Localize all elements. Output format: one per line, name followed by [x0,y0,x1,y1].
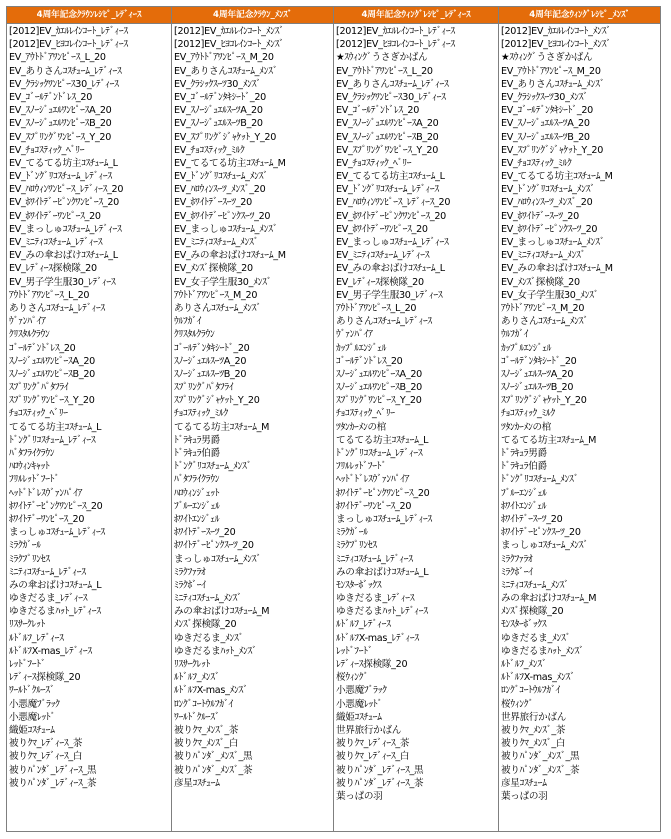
list-item: [2012]EV_ｶｴﾙﾚｲﾝｺｰﾄ_ﾚﾃﾞｨｰｽ [9,26,128,37]
list-item: ﾄﾞﾗｷｭﾗ男爵 [174,434,220,446]
list-item: EV_ﾎﾜｲﾄﾃﾞｰｽｰﾂ_20 [174,197,252,209]
list-item: ﾂﾀﾝｶｰﾒﾝの棺 [336,421,387,433]
list-item: ﾎﾜｲﾄﾃﾞｰｽｰﾂ_20 [174,527,236,539]
list-item: ﾄﾞﾗｷｭﾗ伯爵 [174,448,220,459]
list-item: ｱｳﾄﾄﾞｱﾜﾝﾋﾟｰｽ_M_20 [501,302,585,314]
list-item: ｶｯﾌﾟﾙｴﾝｼﾞｪﾙ [336,342,387,354]
list-item: EV_ﾄﾞﾝｸﾞﾘｺｽﾁｭｰﾑ_ﾒﾝｽﾞ [174,171,268,183]
list-item: ﾐﾗｸﾌｧﾗｵ [501,553,533,565]
list-item: ★ｽｳｨﾝｸﾞうさぎかばん [336,52,428,64]
list-item: EV_ﾒﾝｽﾞ探検隊_20 [501,276,580,288]
list-item: ﾌﾞﾙｰｴﾝｼﾞｪﾙ [501,487,547,499]
list-item: EV_まっしゅｺｽﾁｭｰﾑ_ﾒﾝｽﾞ [501,237,605,248]
list-item: [2012]EV_ｶｴﾙﾚｲﾝｺｰﾄ_ﾚﾃﾞｨｰｽ [336,26,455,37]
list-item: EV_ｸﾗｼｯｸﾜﾝﾋﾟｰｽ30_ﾚﾃﾞｨｰｽ [336,91,446,103]
list-item: ﾄﾞﾗｷｭﾗ男爵 [501,448,547,459]
list-item: ﾁｮｺｽﾃｨｯｸ_ﾐﾙｸ [174,408,228,420]
list-item: まっしゅｺｽﾁｭｰﾑ_ﾒﾝｽﾞ [501,540,588,552]
list-item: 小悪魔ﾚｯﾄﾞ [336,698,383,710]
list-item: [2012]EV_ｶｴﾙﾚｲﾝｺｰﾄ_ﾒﾝｽﾞ [501,26,611,37]
list-item: ﾐﾆﾃｨｺｽﾁｭｰﾑ_ﾒﾝｽﾞ [501,579,569,591]
list-item: ｽﾌﾟﾘﾝｸﾞｼﾞｬｹｯﾄ_Y_20 [174,395,260,407]
list-item: ﾚｯﾄﾞﾌｰﾄﾞ [336,645,373,657]
list-item: ｶｯﾌﾟﾙｴﾝｼﾞｪﾙ [501,342,552,354]
list-item: ｽﾉｰｼﾞｭｴﾙｽｰﾂB_20 [501,382,574,394]
list-item: EV_ﾐﾆﾃｨｺｽﾁｭｰﾑ_ﾚﾃﾞｨｰｽ [336,250,430,262]
list-item: ｱｳﾄﾄﾞｱﾜﾝﾋﾟｰｽ_L_20 [336,302,417,314]
list-item: ﾌﾘﾙﾚｯﾄﾞﾌｰﾄﾞ [336,461,387,473]
list-item: 世界旅行かばん [336,724,402,736]
list-item: ﾊﾛｳｨﾝｼﾞｪｯﾄ [174,487,220,499]
list-item: EV_ｽﾉｰｼﾞｭｴﾙﾜﾝﾋﾟｰｽB_20 [336,131,439,143]
item-list-wing-mens [499,24,661,832]
list-item: EV_男子学生服30_ﾚﾃﾞｨｰｽ [336,289,443,301]
list-item: ｳﾙﾌｶﾞｲ [501,329,529,341]
list-item: みの傘おばけｺｽﾁｭｰﾑ_L [336,566,429,578]
list-item: 彦星ｺｽﾁｭｰﾑ [174,777,220,789]
list-item: てるてる坊主ｺｽﾁｭｰﾑ_L [9,421,102,433]
list-item: ﾁｮｺｽﾃｨｯｸ_ﾐﾙｸ [501,408,555,420]
list-item: てるてる坊主ｺｽﾁｭｰﾑ_L [336,434,429,446]
list-item: 被りﾊﾟﾝﾀﾞ_ﾒﾝｽﾞ_黒 [174,751,253,763]
list-item: ﾜｰﾙﾄﾞｸﾙｰｽﾞ [174,711,220,723]
list-item: ｽﾉｰｼﾞｭｴﾙﾜﾝﾋﾟｰｽA_20 [9,355,95,367]
list-item: EV_ﾎﾜｲﾄﾃﾞｰﾋﾟﾝｸﾜﾝﾋﾟｰｽ_20 [336,210,446,222]
list-item: [2012]EV_ﾋﾖｺﾚｲﾝｺｰﾄ_ﾒﾝｽﾞ [501,39,611,51]
list-item: ﾊﾛｳｨﾝｷｬｯﾄ [9,461,50,473]
list-item: EV_ﾚﾃﾞｨｰｽ探検隊_20 [336,276,424,288]
list-item: ﾍｯﾄﾞﾄﾞﾚｽｳﾞｧﾝﾊﾟｲｱ [9,487,83,499]
list-item: みの傘おばけｺｽﾁｭｰﾑ_M [174,606,270,618]
list-item: EV_ｱｳﾄﾄﾞｱﾜﾝﾋﾟｰｽ_M_20 [501,65,601,77]
list-item: EV_ありさんｺｽﾁｭｰﾑ_ﾚﾃﾞｨｰｽ [336,78,449,90]
list-item: EV_ｽﾌﾟﾘﾝｸﾞﾜﾝﾋﾟｰｽ_Y_20 [9,131,112,143]
list-item: ﾙﾄﾞﾙﾌ_ﾚﾃﾞｨｰｽ [9,632,64,644]
list-item: ｽﾉｰｼﾞｭｴﾙﾜﾝﾋﾟｰｽB_20 [9,368,95,380]
list-item: 被りｸﾏ_ﾒﾝｽﾞ_白 [174,738,239,750]
list-item: ｽﾉｰｼﾞｭｴﾙｽｰﾂA_20 [501,368,574,380]
list-item: 被りｸﾏ_ﾚﾃﾞｨｰｽ_茶 [9,738,83,750]
list-item: ゆきだるま_ﾒﾝｽﾞ [174,632,244,644]
list-item: 小悪魔ﾚｯﾄﾞ [9,711,56,723]
list-item: EV_ｽﾉｰｼﾞｭｴﾙｽｰﾂA_20 [501,118,590,130]
list-item: ﾄﾞﾝｸﾞﾘｺｽﾁｭｰﾑ_ﾚﾃﾞｨｰｽ [336,448,423,459]
list-item: EV_ｱｳﾄﾄﾞｱﾜﾝﾋﾟｰｽ_L_20 [336,65,433,77]
list-item: EV_まっしゅｺｽﾁｭｰﾑ_ﾚﾃﾞｨｰｽ [9,223,122,235]
list-item: EV_ﾐﾆﾃｨｺｽﾁｭｰﾑ_ﾚﾃﾞｨｰｽ [9,237,103,248]
item-list-crown-ladies [7,24,172,832]
list-item: ﾛﾝｸﾞｺｰﾄｳﾙﾌｶﾞｲ [174,698,234,710]
list-item: ｸﾘｽﾀﾙｸﾗｳﾝ [174,329,215,341]
list-item: EV_まっしゅｺｽﾁｭｰﾑ_ﾒﾝｽﾞ [174,223,278,235]
list-item: ｳﾞｧﾝﾊﾟｲｱ [336,329,373,341]
list-item: EV_てるてる坊主ｺｽﾁｭｰﾑ_M [501,171,613,183]
list-item: 小悪魔ﾌﾞﾗｯｸ [336,685,387,697]
list-item: ﾊﾞﾀﾌﾗｲｸﾗｳﾝ [9,448,55,459]
column-header-wing-ladies: 4周年記念ｳｨﾝｸﾞﾚｼﾋﾟ_ﾚﾃﾞｨｰｽ [334,7,499,24]
list-item: EV_ﾁｮｺｽﾃｨｯｸ_ﾍﾞﾘｰ [9,144,85,156]
list-item: みの傘おばけｺｽﾁｭｰﾑ_M [501,593,597,605]
list-item: EV_ｽﾉｰｼﾞｭｴﾙｽｰﾂA_20 [174,105,263,117]
list-item: ﾎﾜｲﾄﾃﾞｰﾜﾝﾋﾟｰｽ_20 [336,500,412,512]
list-item: ﾎﾜｲﾄﾃﾞｰﾋﾟﾝｸｽｰﾂ_20 [174,540,254,552]
list-item: 被りﾊﾟﾝﾀﾞ_ﾚﾃﾞｨｰｽ_黒 [336,764,424,776]
list-item: まっしゅｺｽﾁｭｰﾑ_ﾚﾃﾞｨｰｽ [336,513,432,525]
list-item: EV_ﾄﾞﾝｸﾞﾘｺｽﾁｭｰﾑ_ﾒﾝｽﾞ [501,184,595,196]
list-item: ゆきだるま_ﾒﾝｽﾞ [501,632,571,644]
list-item: EV_ｽﾉｰｼﾞｭｴﾙﾜﾝﾋﾟｰｽB_20 [9,118,112,130]
list-item: ゆきだるまﾊｯﾄ_ﾚﾃﾞｨｰｽ [9,606,101,618]
list-item: EV_ｱｳﾄﾄﾞｱﾜﾝﾋﾟｰｽ_M_20 [174,52,274,64]
list-item: EV_ﾊﾛｳｨﾝｽｰﾂ_ﾒﾝｽﾞ_20 [174,184,266,196]
list-item: ﾎﾜｲﾄﾃﾞｰﾋﾟﾝｸｽｰﾂ_20 [501,527,581,539]
list-item: ﾎﾜｲﾄﾃﾞｰｽｰﾂ_20 [501,513,563,525]
list-item: 被りｸﾏ_ﾚﾃﾞｨｰｽ_茶 [336,738,410,750]
list-item: EV_ｽﾌﾟﾘﾝｸﾞｼﾞｬｹｯﾄ_Y_20 [174,131,277,143]
list-item: ﾌﾞﾙｰｴﾝｼﾞｪﾙ [174,500,220,512]
list-item: [2012]EV_ﾋﾖｺﾚｲﾝｺｰﾄ_ﾚﾃﾞｨｰｽ [336,39,455,51]
list-item: 世界旅行かばん [501,711,567,723]
list-item: 被りﾊﾟﾝﾀﾞ_ﾒﾝｽﾞ_茶 [174,764,253,776]
list-item: EV_女子学生服30_ﾒﾝｽﾞ [174,276,272,288]
list-item: まっしゅｺｽﾁｭｰﾑ_ﾚﾃﾞｨｰｽ [9,527,105,539]
list-item: ｺﾞｰﾙﾃﾞﾝﾄﾞﾚｽ_20 [9,342,76,354]
list-item: 被りﾊﾟﾝﾀﾞ_ﾒﾝｽﾞ_茶 [501,764,580,776]
list-item: ★ｽｳｨﾝｸﾞうさぎかばん [501,52,593,64]
list-item: ﾄﾞﾝｸﾞﾘｺｽﾁｭｰﾑ_ﾒﾝｽﾞ [174,461,252,473]
list-item: ｽﾉｰｼﾞｭｴﾙﾜﾝﾋﾟｰｽA_20 [336,368,422,380]
list-item: ゆきだるまﾊｯﾄ_ﾒﾝｽﾞ [174,645,257,657]
list-item: EV_ﾎﾜｲﾄﾃﾞｰﾋﾟﾝｸﾜﾝﾋﾟｰｽ_20 [9,197,119,209]
list-item: 小悪魔ﾌﾞﾗｯｸ [9,698,60,710]
list-item: EV_ﾁｮｺｽﾃｨｯｸ_ﾍﾞﾘｰ [336,157,412,169]
list-item: ありさんｺｽﾁｭｰﾑ_ﾚﾃﾞｨｰｽ [9,302,105,314]
list-item: EV_ｸﾗｼｯｸｽｰﾂ30_ﾒﾝｽﾞ [501,91,588,103]
list-item: EV_まっしゅｺｽﾁｭｰﾑ_ﾚﾃﾞｨｰｽ [336,237,449,248]
item-list-wing-ladies [334,24,499,832]
list-item: 被りﾊﾟﾝﾀﾞ_ﾚﾃﾞｨｰｽ_黒 [9,764,97,776]
list-item: ﾁｮｺｽﾃｨｯｸ_ﾍﾞﾘｰ [336,408,395,420]
list-item: EV_みの傘おばけｺｽﾁｭｰﾑ_L [336,263,445,275]
list-item: ﾐﾆﾃｨｺｽﾁｭｰﾑ_ﾚﾃﾞｨｰｽ [336,553,413,565]
list-item: ﾐﾆﾃｨｺｽﾁｭｰﾑ_ﾚﾃﾞｨｰｽ [9,566,86,578]
list-item: 被りｸﾏ_ﾒﾝｽﾞ_茶 [501,724,566,736]
recipe-table [6,6,661,832]
list-item: ﾛﾝｸﾞｺｰﾄｳﾙﾌｶﾞｲ [501,685,561,697]
list-item: EV_ﾎﾜｲﾄﾃﾞｰﾜﾝﾋﾟｰｽ_20 [9,210,101,222]
list-item: ﾁｮｺｽﾃｨｯｸ_ﾍﾞﾘｰ [9,408,68,420]
list-item: ﾙﾄﾞﾙﾌX-mas_ﾚﾃﾞｨｰｽ [336,632,419,644]
list-item: EV_ｽﾌﾟﾘﾝｸﾞﾜﾝﾋﾟｰｽ_Y_20 [336,144,439,156]
list-item: 彦星ｺｽﾁｭｰﾑ [501,777,547,789]
list-item: ﾌﾘﾙﾚｯﾄﾞﾌｰﾄﾞ [9,474,60,486]
list-item: ありさんｺｽﾁｭｰﾑ_ﾒﾝｽﾞ [501,316,588,328]
item-list-crown-mens [172,24,334,832]
list-item: まっしゅｺｽﾁｭｰﾑ_ﾒﾝｽﾞ [174,553,261,565]
content-row [7,24,661,832]
list-item: EV_てるてる坊主ｺｽﾁｭｰﾑ_M [174,157,286,169]
list-item: EV_ｺﾞｰﾙﾃﾞﾝﾄﾞﾚｽ_20 [9,91,92,103]
list-item: EV_ｽﾌﾟﾘﾝｸﾞｼﾞｬｹｯﾄ_Y_20 [501,144,604,156]
list-item: EV_ﾐﾆﾃｨｺｽﾁｭｰﾑ_ﾒﾝｽﾞ [174,237,259,248]
list-item: みの傘おばけｺｽﾁｭｰﾑ_L [9,579,102,591]
list-item: ﾙﾄﾞﾙﾌ_ﾚﾃﾞｨｰｽ [336,619,391,631]
list-item: ありさんｺｽﾁｭｰﾑ_ﾚﾃﾞｨｰｽ [336,316,432,328]
list-item: EV_ｺﾞｰﾙﾃﾞﾝﾄﾞﾚｽ_20 [336,105,419,117]
list-item: ゆきだるま_ﾚﾃﾞｨｰｽ [336,593,415,605]
list-item: ﾎﾜｲﾄﾃﾞｰﾋﾟﾝｸﾜﾝﾋﾟｰｽ_20 [9,500,103,512]
list-item: ﾙﾄﾞﾙﾌX-mas_ﾒﾝｽﾞ [174,685,248,697]
list-item: EV_ｽﾉｰｼﾞｭｴﾙｽｰﾂB_20 [501,131,590,143]
list-item: 被りｸﾏ_ﾚﾃﾞｨｰｽ_白 [9,751,83,763]
list-item: ﾐﾗｸﾎﾞｰｲ [174,579,206,591]
list-item: ﾄﾞﾝｸﾞﾘｺｽﾁｭｰﾑ_ﾒﾝｽﾞ [501,474,579,486]
list-item: EV_ﾐﾆﾃｨｺｽﾁｭｰﾑ_ﾒﾝｽﾞ [501,250,586,262]
list-item: [2012]EV_ｶｴﾙﾚｲﾝｺｰﾄ_ﾒﾝｽﾞ [174,26,284,37]
list-item: EV_ﾁｮｺｽﾃｨｯｸ_ﾐﾙｸ [174,144,245,156]
list-item: EV_ｽﾉｰｼﾞｭｴﾙﾜﾝﾋﾟｰｽA_20 [336,118,439,130]
list-item: EV_ﾄﾞﾝｸﾞﾘｺｽﾁｭｰﾑ_ﾚﾃﾞｨｰｽ [336,184,439,196]
list-item: ﾐﾆﾃｨｺｽﾁｭｰﾑ_ﾒﾝｽﾞ [174,593,242,605]
list-item: ﾜｰﾙﾄﾞｸﾙｰｽﾞ [9,685,55,697]
list-item: ﾎﾜｲﾄﾃﾞｰﾜﾝﾋﾟｰｽ_20 [9,513,85,525]
list-item: ｽﾌﾟﾘﾝｸﾞｼﾞｬｹｯﾄ_Y_20 [501,395,587,407]
list-item: EV_ｸﾗｼｯｸｽｰﾂ30_ﾒﾝｽﾞ [174,78,261,90]
list-item: EV_ﾎﾜｲﾄﾃﾞｰﾋﾟﾝｸｽｰﾂ_20 [174,210,271,222]
list-item: ﾚﾃﾞｨｰｽ探検隊_20 [9,672,81,684]
list-item: 織姫ｺｽﾁｭｰﾑ [336,711,382,723]
list-item: ｽﾉｰｼﾞｭｴﾙﾜﾝﾋﾟｰｽB_20 [336,382,422,394]
column-header-crown-mens: 4周年記念ｸﾗｳﾝ_ﾒﾝｽﾞ [172,7,334,24]
list-item: 葉っぱの羽 [501,790,548,802]
list-item: ﾍｯﾄﾞﾄﾞﾚｽｳﾞｧﾝﾊﾟｲｱ [336,474,410,486]
list-item: てるてる坊主ｺｽﾁｭｰﾑ_M [501,434,597,446]
list-item: EV_ありさんｺｽﾁｭｰﾑ_ﾒﾝｽﾞ [174,65,278,77]
list-item: EV_ﾚﾃﾞｨｰｽ探検隊_20 [9,263,97,275]
list-item: EV_ﾎﾜｲﾄﾃﾞｰｽｰﾂ_20 [501,210,579,222]
list-item: ｳﾙﾌｶﾞｲ [174,316,202,328]
list-item: てるてる坊主ｺｽﾁｭｰﾑ_M [174,421,270,433]
list-item: ﾎﾜｲﾄｴﾝｼﾞｪﾙ [174,513,220,525]
list-item: ﾚｯﾄﾞﾌｰﾄﾞ [9,659,46,670]
list-item: ﾙﾄﾞﾙﾌ_ﾒﾝｽﾞ [174,672,220,684]
list-item: EV_ｱｳﾄﾄﾞｱﾜﾝﾋﾟｰｽ_L_20 [9,52,106,64]
list-item: ﾎﾜｲﾄﾃﾞｰﾋﾟﾝｸﾜﾝﾋﾟｰｽ_20 [336,487,430,499]
list-item: EV_女子学生服30_ﾒﾝｽﾞ [501,289,599,301]
list-item: ﾐﾗｸﾎﾞｰｲ [501,566,533,578]
list-item: EV_ありさんｺｽﾁｭｰﾑ_ﾒﾝｽﾞ [501,78,605,90]
list-item: 被りﾊﾟﾝﾀﾞ_ﾒﾝｽﾞ_黒 [501,751,580,763]
list-item: ｸﾘｽﾀﾙｸﾗｳﾝ [9,329,50,341]
list-item: ﾓﾝｽﾀｰﾎﾞｯｸｽ [501,619,547,631]
list-item: ﾒﾝｽﾞ探検隊_20 [174,619,237,631]
list-item: EV_ﾊﾛｳｨﾝﾜﾝﾋﾟｰｽ_ﾚﾃﾞｨｰｽ_20 [9,184,124,196]
list-item: EV_ｸﾗｼｯｸﾜﾝﾋﾟｰｽ30_ﾚﾃﾞｨｰｽ [9,78,119,90]
list-item: 被りｸﾏ_ﾚﾃﾞｨｰｽ_白 [336,751,410,763]
list-item: ゆきだるま_ﾚﾃﾞｨｰｽ [9,593,88,605]
list-item: EV_ﾊﾛｳｨﾝｽｰﾂ_ﾒﾝｽﾞ_20 [501,197,593,209]
list-item: 被りｸﾏ_ﾒﾝｽﾞ_茶 [174,724,239,736]
list-item: ｳﾞｧﾝﾊﾟｲｱ [9,316,46,328]
list-item: ｱｳﾄﾄﾞｱﾜﾝﾋﾟｰｽ_L_20 [9,289,90,301]
list-item: ﾘｽｻｰｸﾚｯﾄ [174,659,210,670]
list-item: ﾂﾀﾝｶｰﾒﾝの棺 [501,421,552,433]
list-item: EV_みの傘おばけｺｽﾁｭｰﾑ_M [174,250,286,262]
list-item: ﾐﾗｸﾌﾟﾘﾝｾｽ [336,540,377,552]
list-item: EV_ｽﾉｰｼﾞｭｴﾙｽｰﾂB_20 [174,118,263,130]
list-item: EV_男子学生服30_ﾚﾃﾞｨｰｽ [9,276,116,288]
list-item: EV_ありさんｺｽﾁｭｰﾑ_ﾚﾃﾞｨｰｽ [9,65,122,77]
list-item: EV_ｺﾞｰﾙﾃﾞﾝﾀｷｼｰﾄﾞ_20 [174,91,266,103]
column-header-wing-mens: 4周年記念ｳｨﾝｸﾞﾚｼﾋﾟ_ﾒﾝｽﾞ [499,7,661,24]
list-item: ゆきだるまﾊｯﾄ_ﾒﾝｽﾞ [501,645,584,657]
list-item: [2012]EV_ﾋﾖｺﾚｲﾝｺｰﾄ_ﾚﾃﾞｨｰｽ [9,39,128,51]
list-item: ﾐﾗｸｶﾞｰﾙ [9,540,41,552]
list-item: 葉っぱの羽 [336,790,383,802]
list-item: 桜ｳｨﾝｸﾞ [501,698,534,710]
list-item: ｺﾞｰﾙﾃﾞﾝﾀｷｼｰﾄﾞ_20 [501,355,577,367]
list-item: ｽﾉｰｼﾞｭｴﾙｽｰﾂA_20 [174,355,247,367]
list-item: ｺﾞｰﾙﾃﾞﾝﾄﾞﾚｽ_20 [336,355,403,367]
list-item: ﾙﾄﾞﾙﾌ_ﾒﾝｽﾞ [501,659,547,670]
list-item: ﾙﾄﾞﾙﾌX-mas_ﾚﾃﾞｨｰｽ [9,645,92,657]
list-item: ｽﾌﾟﾘﾝｸﾞﾜﾝﾋﾟｰｽ_Y_20 [9,395,95,407]
list-item: ﾚﾃﾞｨｰｽ探検隊_20 [336,659,408,670]
list-item: ありさんｺｽﾁｭｰﾑ_ﾒﾝｽﾞ [174,302,261,314]
list-item: ﾄﾞﾝｸﾞﾘｺｽﾁｭｰﾑ_ﾚﾃﾞｨｰｽ [9,434,96,446]
list-item: ﾓﾝｽﾀｰﾎﾞｯｸｽ [336,579,382,591]
list-item: 織姫ｺｽﾁｭｰﾑ [9,724,55,736]
list-item: ｱｳﾄﾄﾞｱﾜﾝﾋﾟｰｽ_M_20 [174,289,258,301]
list-item: ﾐﾗｸｶﾞｰﾙ [336,527,368,539]
list-item: EV_ｺﾞｰﾙﾃﾞﾝﾀｷｼｰﾄﾞ_20 [501,105,593,117]
list-item: EV_ﾎﾜｲﾄﾃﾞｰﾋﾟﾝｸｽｰﾂ_20 [501,223,598,235]
list-item: ｽﾉｰｼﾞｭｴﾙｽｰﾂB_20 [174,368,247,380]
list-item: EV_ﾄﾞﾝｸﾞﾘｺｽﾁｭｰﾑ_ﾚﾃﾞｨｰｽ [9,171,112,183]
list-item: ﾐﾗｸﾌｧﾗｵ [174,566,206,578]
list-item: ﾐﾗｸﾌﾟﾘﾝｾｽ [9,553,50,565]
list-item: ﾘｽｻｰｸﾚｯﾄ [9,619,45,631]
list-item: EV_みの傘おばけｺｽﾁｭｰﾑ_L [9,250,118,262]
list-item: EV_ﾎﾜｲﾄﾃﾞｰﾜﾝﾋﾟｰｽ_20 [336,223,428,235]
list-item: ｽﾌﾟﾘﾝｸﾞﾊﾟﾀﾌﾗｲ [9,382,69,394]
list-item: ﾄﾞﾗｷｭﾗ伯爵 [501,461,547,473]
list-item: EV_てるてる坊主ｺｽﾁｭｰﾑ_L [9,157,118,169]
list-item: EV_ﾁｮｺｽﾃｨｯｸ_ﾐﾙｸ [501,157,572,169]
list-item: [2012]EV_ﾋﾖｺﾚｲﾝｺｰﾄ_ﾒﾝｽﾞ [174,39,284,51]
list-item: ｺﾞｰﾙﾃﾞﾝﾀｷｼｰﾄﾞ_20 [174,342,250,354]
list-item: ﾙﾄﾞﾙﾌX-mas_ﾒﾝｽﾞ [501,672,575,684]
list-item: ｽﾌﾟﾘﾝｸﾞﾜﾝﾋﾟｰｽ_Y_20 [336,395,422,407]
list-item: ﾊﾞﾀﾌﾗｲｸﾗｳﾝ [174,474,220,486]
header-row [7,7,661,24]
list-item: ﾎﾜｲﾄｴﾝｼﾞｪﾙ [501,500,547,512]
list-item: EV_ﾊﾛｳｨﾝﾜﾝﾋﾟｰｽ_ﾚﾃﾞｨｰｽ_20 [336,197,451,209]
list-item: 桜ｳｨﾝｸﾞ [336,672,369,684]
list-item: ﾒﾝｽﾞ探検隊_20 [501,606,564,618]
list-item: ｽﾌﾟﾘﾝｸﾞﾊﾟﾀﾌﾗｲ [174,382,234,394]
list-item: 被りﾊﾟﾝﾀﾞ_ﾚﾃﾞｨｰｽ_茶 [9,777,97,789]
list-item: 被りﾊﾟﾝﾀﾞ_ﾚﾃﾞｨｰｽ_茶 [336,777,424,789]
column-header-crown-ladies: 4周年記念ｸﾗｳﾝﾚｼﾋﾟ_ﾚﾃﾞｨｰｽ [7,7,172,24]
list-item: EV_ｽﾉｰｼﾞｭｴﾙﾜﾝﾋﾟｰｽA_20 [9,105,112,117]
list-item: 被りｸﾏ_ﾒﾝｽﾞ_白 [501,738,566,750]
list-item: EV_てるてる坊主ｺｽﾁｭｰﾑ_L [336,171,445,183]
list-item: EV_ﾒﾝｽﾞ探検隊_20 [174,263,253,275]
list-item: EV_みの傘おばけｺｽﾁｭｰﾑ_M [501,263,613,275]
list-item: ゆきだるまﾊｯﾄ_ﾚﾃﾞｨｰｽ [336,606,428,618]
